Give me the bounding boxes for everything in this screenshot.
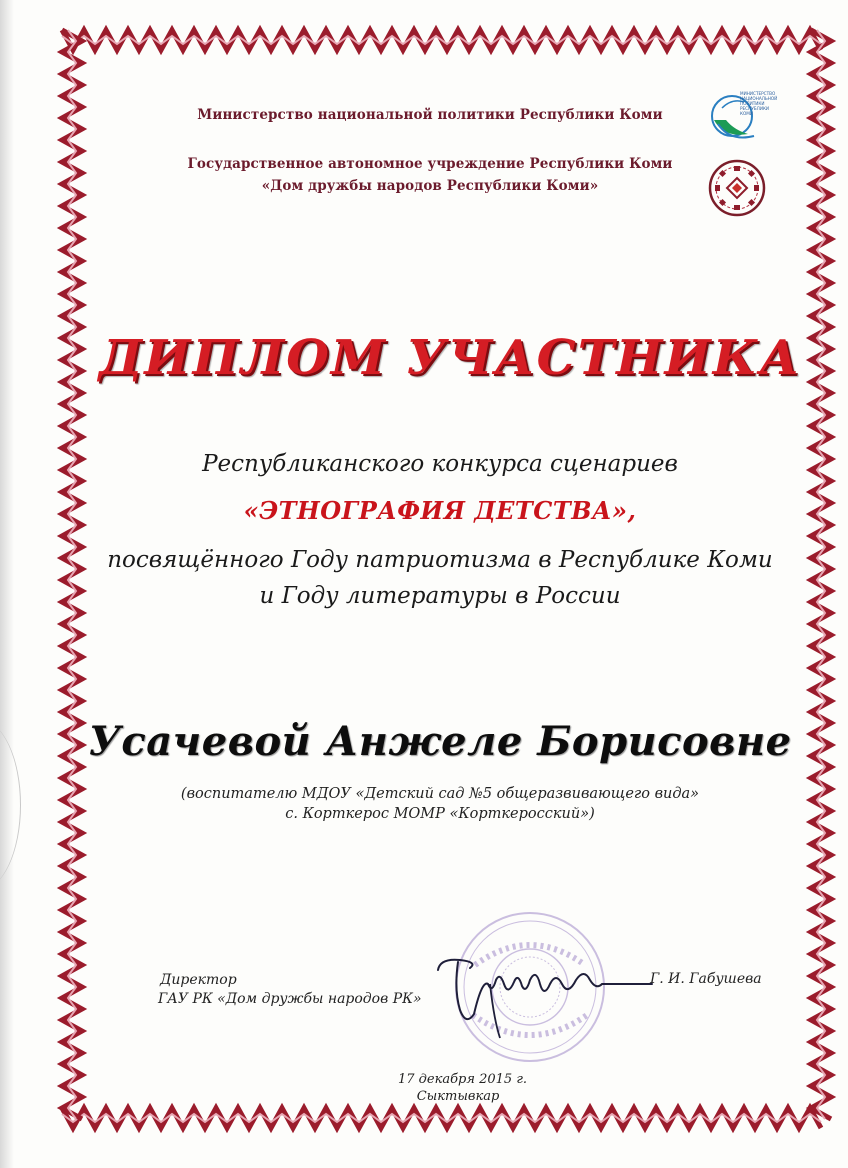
issue-date: 17 декабря 2015 г. [398,1072,528,1087]
recipient-name: Усачевой Анжеле Борисовне [88,718,792,765]
ministry-logo [710,86,786,146]
diploma-title: ДИПЛОМ УЧАСТНИКА [98,330,802,386]
ministry-logo-text-4: РЕСПУБЛИКИ [740,106,770,111]
recipient-position: (воспитателю МДОУ «Детский сад №5 общеразвивающего вида» [180,786,700,802]
institution-heading: Государственное автономное учреждение Республики Коми [187,156,673,172]
signer-name: Г. И. Габушева [650,971,762,987]
signer-title: Директор [160,972,237,988]
contest-dedication: посвящённого Году патриотизма в Республике Коми [107,547,773,573]
ministry-heading: Министерство национальной политики Республики Коми [197,107,663,123]
ministry-logo-text-1: МИНИСТЕРСТВО [740,91,776,96]
contest-description: Республиканского конкурса сценариев [202,451,678,477]
contest-dedication-2: и Году литературы в России [259,583,621,609]
ministry-logo-text-5: КОМИ [740,111,754,116]
ministry-logo-text-2: НАЦИОНАЛЬНОЙ [740,96,778,101]
contest-name: «ЭТНОГРАФИЯ ДЕТСТВА», [243,496,637,525]
house-of-friendship-emblem [707,158,767,218]
institution-name: «Дом дружбы народов Республики Коми» [261,178,599,194]
ministry-logo-text-3: ПОЛИТИКИ [740,101,765,106]
issue-city: Сыктывкар [416,1089,500,1104]
signer-organization: ГАУ РК «Дом дружбы народов РК» [158,991,422,1007]
director-signature [430,950,660,1045]
recipient-location: с. Корткерос МОМР «Корткеросский») [285,806,595,822]
